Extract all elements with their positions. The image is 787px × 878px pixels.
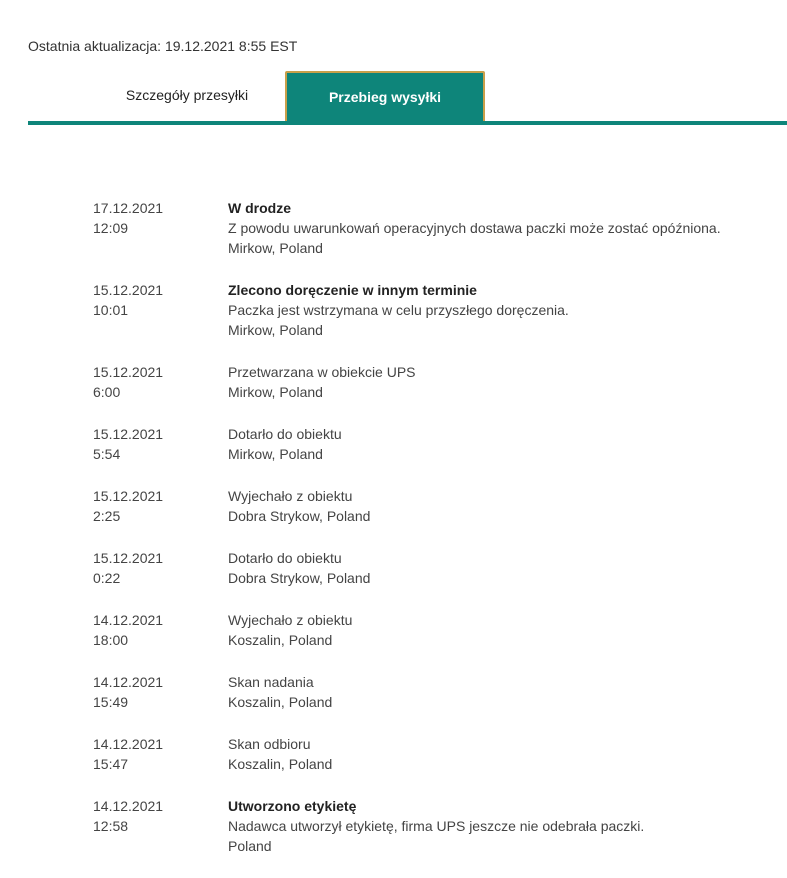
- event-details: [228, 734, 773, 796]
- event-description: Paczka jest wstrzymana w celu przyszłego doręczenia.: [228, 302, 569, 318]
- event-location: Koszalin, Poland: [228, 694, 333, 710]
- event-datetime: [93, 548, 228, 610]
- history-event: [93, 796, 773, 878]
- event-location: Dobra Strykow, Poland: [228, 508, 371, 524]
- last-update: [28, 38, 297, 54]
- event-status: W drodze: [228, 200, 291, 216]
- event-datetime: [93, 424, 228, 486]
- last-update-label: Ostatnia aktualizacja:: [28, 38, 162, 54]
- tab-shipment-details[interactable]: Szczegóły przesyłki: [125, 87, 249, 103]
- event-date: 15.12.2021: [93, 364, 164, 380]
- tab-bar: [28, 70, 787, 126]
- event-date: 14.12.2021: [93, 612, 164, 628]
- tab-underline: [28, 121, 787, 125]
- event-status: Przetwarzana w obiekcie UPS: [228, 364, 416, 380]
- event-location: Mirkow, Poland: [228, 384, 323, 400]
- event-date: 15.12.2021: [93, 550, 164, 566]
- history-event: [93, 548, 773, 610]
- event-time: 15:49: [93, 694, 129, 710]
- event-location: Mirkow, Poland: [228, 446, 323, 462]
- event-details: [228, 796, 773, 878]
- event-time: 12:09: [93, 220, 129, 236]
- event-time: 0:22: [93, 570, 121, 586]
- event-datetime: [93, 734, 228, 796]
- event-location: Dobra Strykow, Poland: [228, 570, 371, 586]
- tracking-history-list: [93, 198, 773, 878]
- event-datetime: [93, 672, 228, 734]
- history-event: [93, 734, 773, 796]
- event-details: [228, 486, 773, 548]
- event-datetime: [93, 486, 228, 548]
- event-date: 14.12.2021: [93, 736, 164, 752]
- event-time: 12:58: [93, 818, 129, 834]
- event-details: [228, 280, 773, 362]
- event-datetime: [93, 198, 228, 280]
- event-location: Poland: [228, 838, 272, 854]
- event-time: 18:00: [93, 632, 129, 648]
- event-status: Wyjechało z obiektu: [228, 612, 353, 628]
- event-details: [228, 424, 773, 486]
- event-location: Mirkow, Poland: [228, 322, 323, 338]
- event-status: Dotarło do obiektu: [228, 426, 342, 442]
- event-status: Utworzono etykietę: [228, 798, 357, 814]
- event-datetime: [93, 610, 228, 672]
- tab-shipment-history[interactable]: Przebieg wysyłki: [285, 71, 485, 123]
- event-details: [228, 610, 773, 672]
- event-status: Dotarło do obiektu: [228, 550, 342, 566]
- event-date: 17.12.2021: [93, 200, 164, 216]
- event-date: 14.12.2021: [93, 674, 164, 690]
- event-location: Koszalin, Poland: [228, 756, 333, 772]
- event-datetime: [93, 796, 228, 878]
- event-time: 10:01: [93, 302, 129, 318]
- history-event: [93, 362, 773, 424]
- history-event: [93, 486, 773, 548]
- event-status: Skan odbioru: [228, 736, 311, 752]
- history-event: [93, 280, 773, 362]
- event-date: 15.12.2021: [93, 426, 164, 442]
- last-update-value: 19.12.2021 8:55 EST: [164, 38, 298, 54]
- event-status: Zlecono doręczenie w innym terminie: [228, 282, 477, 298]
- event-status: Skan nadania: [228, 674, 314, 690]
- event-description: Z powodu uwarunkowań operacyjnych dostawa paczki może zostać opóźniona.: [228, 220, 721, 236]
- event-location: Mirkow, Poland: [228, 240, 323, 256]
- event-description: Nadawca utworzył etykietę, firma UPS jeszcze nie odebrała paczki.: [228, 818, 645, 834]
- event-date: 14.12.2021: [93, 798, 164, 814]
- event-details: [228, 548, 773, 610]
- event-time: 5:54: [93, 446, 121, 462]
- event-datetime: [93, 362, 228, 424]
- event-date: 15.12.2021: [93, 282, 164, 298]
- event-time: 15:47: [93, 756, 129, 772]
- history-event: [93, 610, 773, 672]
- event-status: Wyjechało z obiektu: [228, 488, 353, 504]
- event-details: [228, 672, 773, 734]
- history-event: [93, 424, 773, 486]
- event-details: [228, 198, 773, 280]
- history-event: [93, 198, 773, 280]
- event-date: 15.12.2021: [93, 488, 164, 504]
- event-time: 6:00: [93, 384, 121, 400]
- event-time: 2:25: [93, 508, 121, 524]
- history-event: [93, 672, 773, 734]
- event-datetime: [93, 280, 228, 362]
- event-location: Koszalin, Poland: [228, 632, 333, 648]
- event-details: [228, 362, 773, 424]
